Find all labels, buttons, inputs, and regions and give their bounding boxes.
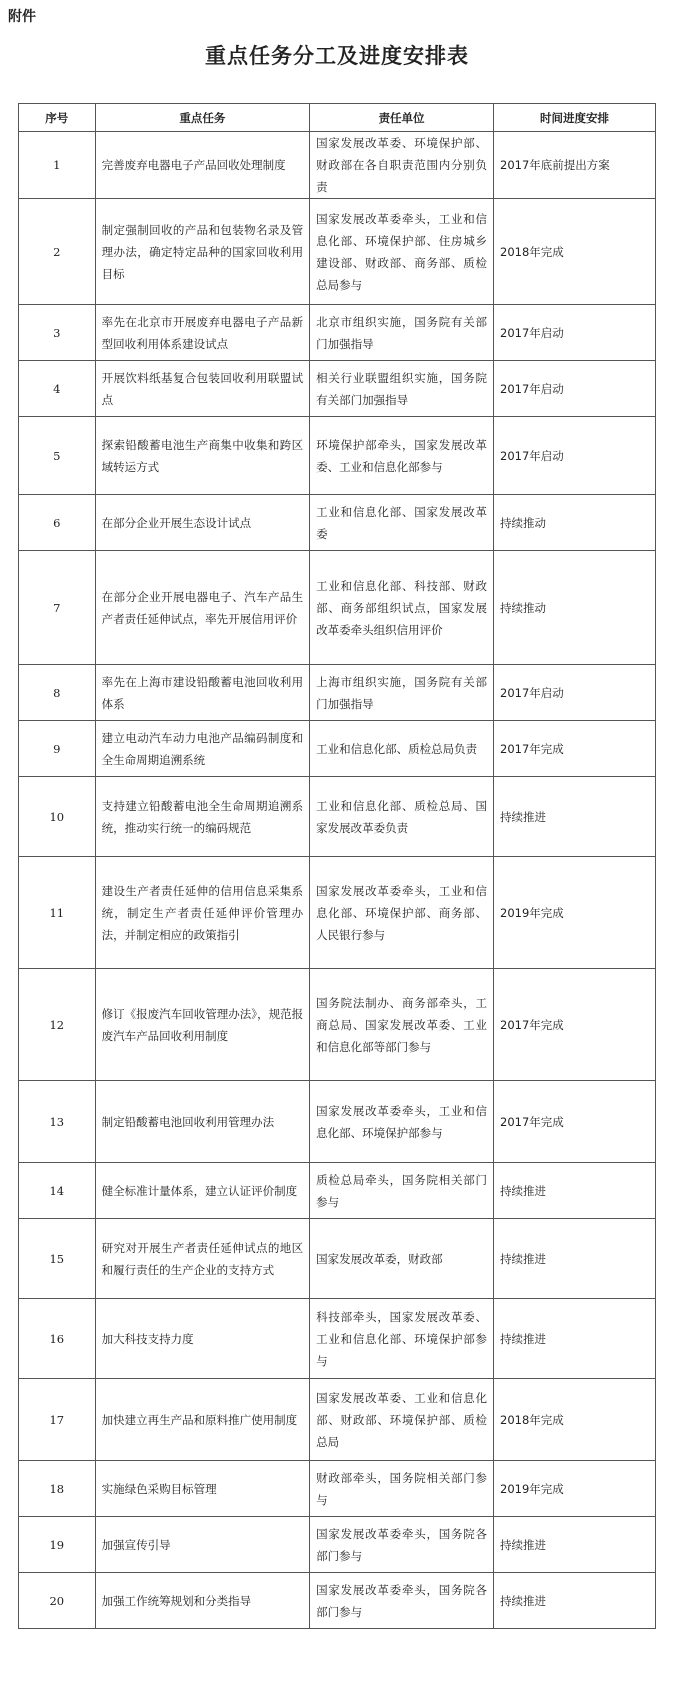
table-row [19, 1299, 656, 1379]
row-unit: 质检总局牵头，国务院相关部门参与 [310, 1163, 494, 1219]
table-row [19, 1081, 656, 1163]
row-time: 2017年启动 [494, 417, 656, 495]
row-unit: 国家发展改革委，财政部 [310, 1219, 494, 1299]
row-time: 持续推进 [494, 1517, 656, 1573]
table-row [19, 721, 656, 777]
row-unit: 国务院法制办、商务部牵头，工商总局、国家发展改革委、工业和信息化部等部门参与 [310, 969, 494, 1081]
row-time: 持续推进 [494, 1299, 656, 1379]
page-title: 重点任务分工及进度安排表 [205, 43, 469, 68]
row-unit: 财政部牵头，国务院相关部门参与 [310, 1461, 494, 1517]
table-row [19, 417, 656, 495]
row-number: 5 [19, 417, 96, 495]
row-number: 11 [19, 857, 96, 969]
row-number: 17 [19, 1379, 96, 1461]
row-task: 研究对开展生产者责任延伸试点的地区和履行责任的生产企业的支持方式 [95, 1219, 310, 1299]
row-number: 18 [19, 1461, 96, 1517]
table-row [19, 969, 656, 1081]
row-time: 2017年完成 [494, 1081, 656, 1163]
table-row [19, 1379, 656, 1461]
row-number: 13 [19, 1081, 96, 1163]
row-number: 1 [19, 132, 96, 199]
row-time: 2017年底前提出方案 [494, 132, 656, 199]
table-row [19, 1219, 656, 1299]
row-task: 完善废弃电器电子产品回收处理制度 [95, 132, 310, 199]
row-task: 支持建立铅酸蓄电池全生命周期追溯系统，推动实行统一的编码规范 [95, 777, 310, 857]
row-unit: 国家发展改革委牵头，工业和信息化部、环境保护部、住房城乡建设部、财政部、商务部、质检总局参与 [310, 199, 494, 305]
row-unit: 国家发展改革委牵头，国务院各部门参与 [310, 1517, 494, 1573]
header-no: 序号 [19, 104, 96, 132]
row-number: 2 [19, 199, 96, 305]
header-unit: 责任单位 [310, 104, 494, 132]
row-number: 3 [19, 305, 96, 361]
table-row [19, 777, 656, 857]
row-task: 健全标准计量体系，建立认证评价制度 [95, 1163, 310, 1219]
row-task: 加大科技支持力度 [95, 1299, 310, 1379]
row-task: 开展饮料纸基复合包装回收利用联盟试点 [95, 361, 310, 417]
table-row [19, 665, 656, 721]
row-time: 2018年完成 [494, 199, 656, 305]
row-unit: 工业和信息化部、科技部、财政部、商务部组织试点，国家发展改革委牵头组织信用评价 [310, 551, 494, 665]
row-task: 制定铅酸蓄电池回收利用管理办法 [95, 1081, 310, 1163]
row-time: 持续推动 [494, 551, 656, 665]
row-task: 加快建立再生产品和原料推广使用制度 [95, 1379, 310, 1461]
row-unit: 工业和信息化部、质检总局负责 [310, 721, 494, 777]
row-number: 8 [19, 665, 96, 721]
row-unit: 国家发展改革委、工业和信息化部、财政部、环境保护部、质检总局 [310, 1379, 494, 1461]
row-task: 制定强制回收的产品和包装物名录及管理办法，确定特定品种的国家回收利用目标 [95, 199, 310, 305]
table-row [19, 495, 656, 551]
row-time: 2017年启动 [494, 361, 656, 417]
row-time: 2017年启动 [494, 665, 656, 721]
row-task: 在部分企业开展电器电子、汽车产品生产者责任延伸试点，率先开展信用评价 [95, 551, 310, 665]
header-task: 重点任务 [95, 104, 310, 132]
row-task: 实施绿色采购目标管理 [95, 1461, 310, 1517]
row-number: 16 [19, 1299, 96, 1379]
row-number: 19 [19, 1517, 96, 1573]
row-unit: 国家发展改革委牵头，工业和信息化部、环境保护部、商务部、人民银行参与 [310, 857, 494, 969]
table-row [19, 305, 656, 361]
row-time: 持续推进 [494, 1163, 656, 1219]
row-time: 2017年完成 [494, 721, 656, 777]
row-time: 2017年启动 [494, 305, 656, 361]
row-number: 4 [19, 361, 96, 417]
row-unit: 环境保护部牵头，国家发展改革委、工业和信息化部参与 [310, 417, 494, 495]
table-row [19, 132, 656, 199]
row-number: 6 [19, 495, 96, 551]
row-unit: 上海市组织实施，国务院有关部门加强指导 [310, 665, 494, 721]
row-task: 率先在上海市建设铅酸蓄电池回收利用体系 [95, 665, 310, 721]
row-time: 2019年完成 [494, 857, 656, 969]
table-row [19, 1517, 656, 1573]
row-number: 15 [19, 1219, 96, 1299]
table-row [19, 1573, 656, 1629]
table-row [19, 199, 656, 305]
attachment-label: 附件 [8, 9, 36, 25]
row-unit: 科技部牵头，国家发展改革委、工业和信息化部、环境保护部参与 [310, 1299, 494, 1379]
row-unit: 工业和信息化部、国家发展改革委 [310, 495, 494, 551]
row-number: 14 [19, 1163, 96, 1219]
row-number: 7 [19, 551, 96, 665]
table-row [19, 1163, 656, 1219]
row-number: 10 [19, 777, 96, 857]
row-number: 9 [19, 721, 96, 777]
row-task: 探索铅酸蓄电池生产商集中收集和跨区域转运方式 [95, 417, 310, 495]
table-row [19, 1461, 656, 1517]
table-header-row [19, 104, 656, 132]
row-task: 率先在北京市开展废弃电器电子产品新型回收利用体系建设试点 [95, 305, 310, 361]
row-task: 加强宣传引导 [95, 1517, 310, 1573]
table-row [19, 551, 656, 665]
row-time: 持续推进 [494, 1573, 656, 1629]
row-time: 2017年完成 [494, 969, 656, 1081]
row-time: 2018年完成 [494, 1379, 656, 1461]
row-task: 建立电动汽车动力电池产品编码制度和全生命周期追溯系统 [95, 721, 310, 777]
row-unit: 工业和信息化部、质检总局、国家发展改革委负责 [310, 777, 494, 857]
row-unit: 相关行业联盟组织实施，国务院有关部门加强指导 [310, 361, 494, 417]
row-unit: 国家发展改革委牵头，工业和信息化部、环境保护部参与 [310, 1081, 494, 1163]
row-task: 建设生产者责任延伸的信用信息采集系统，制定生产者责任延伸评价管理办法，并制定相应的政策指引 [95, 857, 310, 969]
row-time: 持续推进 [494, 1219, 656, 1299]
row-unit: 北京市组织实施，国务院有关部门加强指导 [310, 305, 494, 361]
row-unit: 国家发展改革委、环境保护部、财政部在各自职责范围内分别负责 [310, 132, 494, 199]
row-task: 在部分企业开展生态设计试点 [95, 495, 310, 551]
row-number: 20 [19, 1573, 96, 1629]
row-time: 持续推动 [494, 495, 656, 551]
header-time: 时间进度安排 [494, 104, 656, 132]
table-row [19, 857, 656, 969]
task-table [18, 103, 656, 1629]
row-unit: 国家发展改革委牵头，国务院各部门参与 [310, 1573, 494, 1629]
row-task: 加强工作统筹规划和分类指导 [95, 1573, 310, 1629]
row-number: 12 [19, 969, 96, 1081]
row-time: 持续推进 [494, 777, 656, 857]
row-time: 2019年完成 [494, 1461, 656, 1517]
row-task: 修订《报废汽车回收管理办法》，规范报废汽车产品回收利用制度 [95, 969, 310, 1081]
table-row [19, 361, 656, 417]
